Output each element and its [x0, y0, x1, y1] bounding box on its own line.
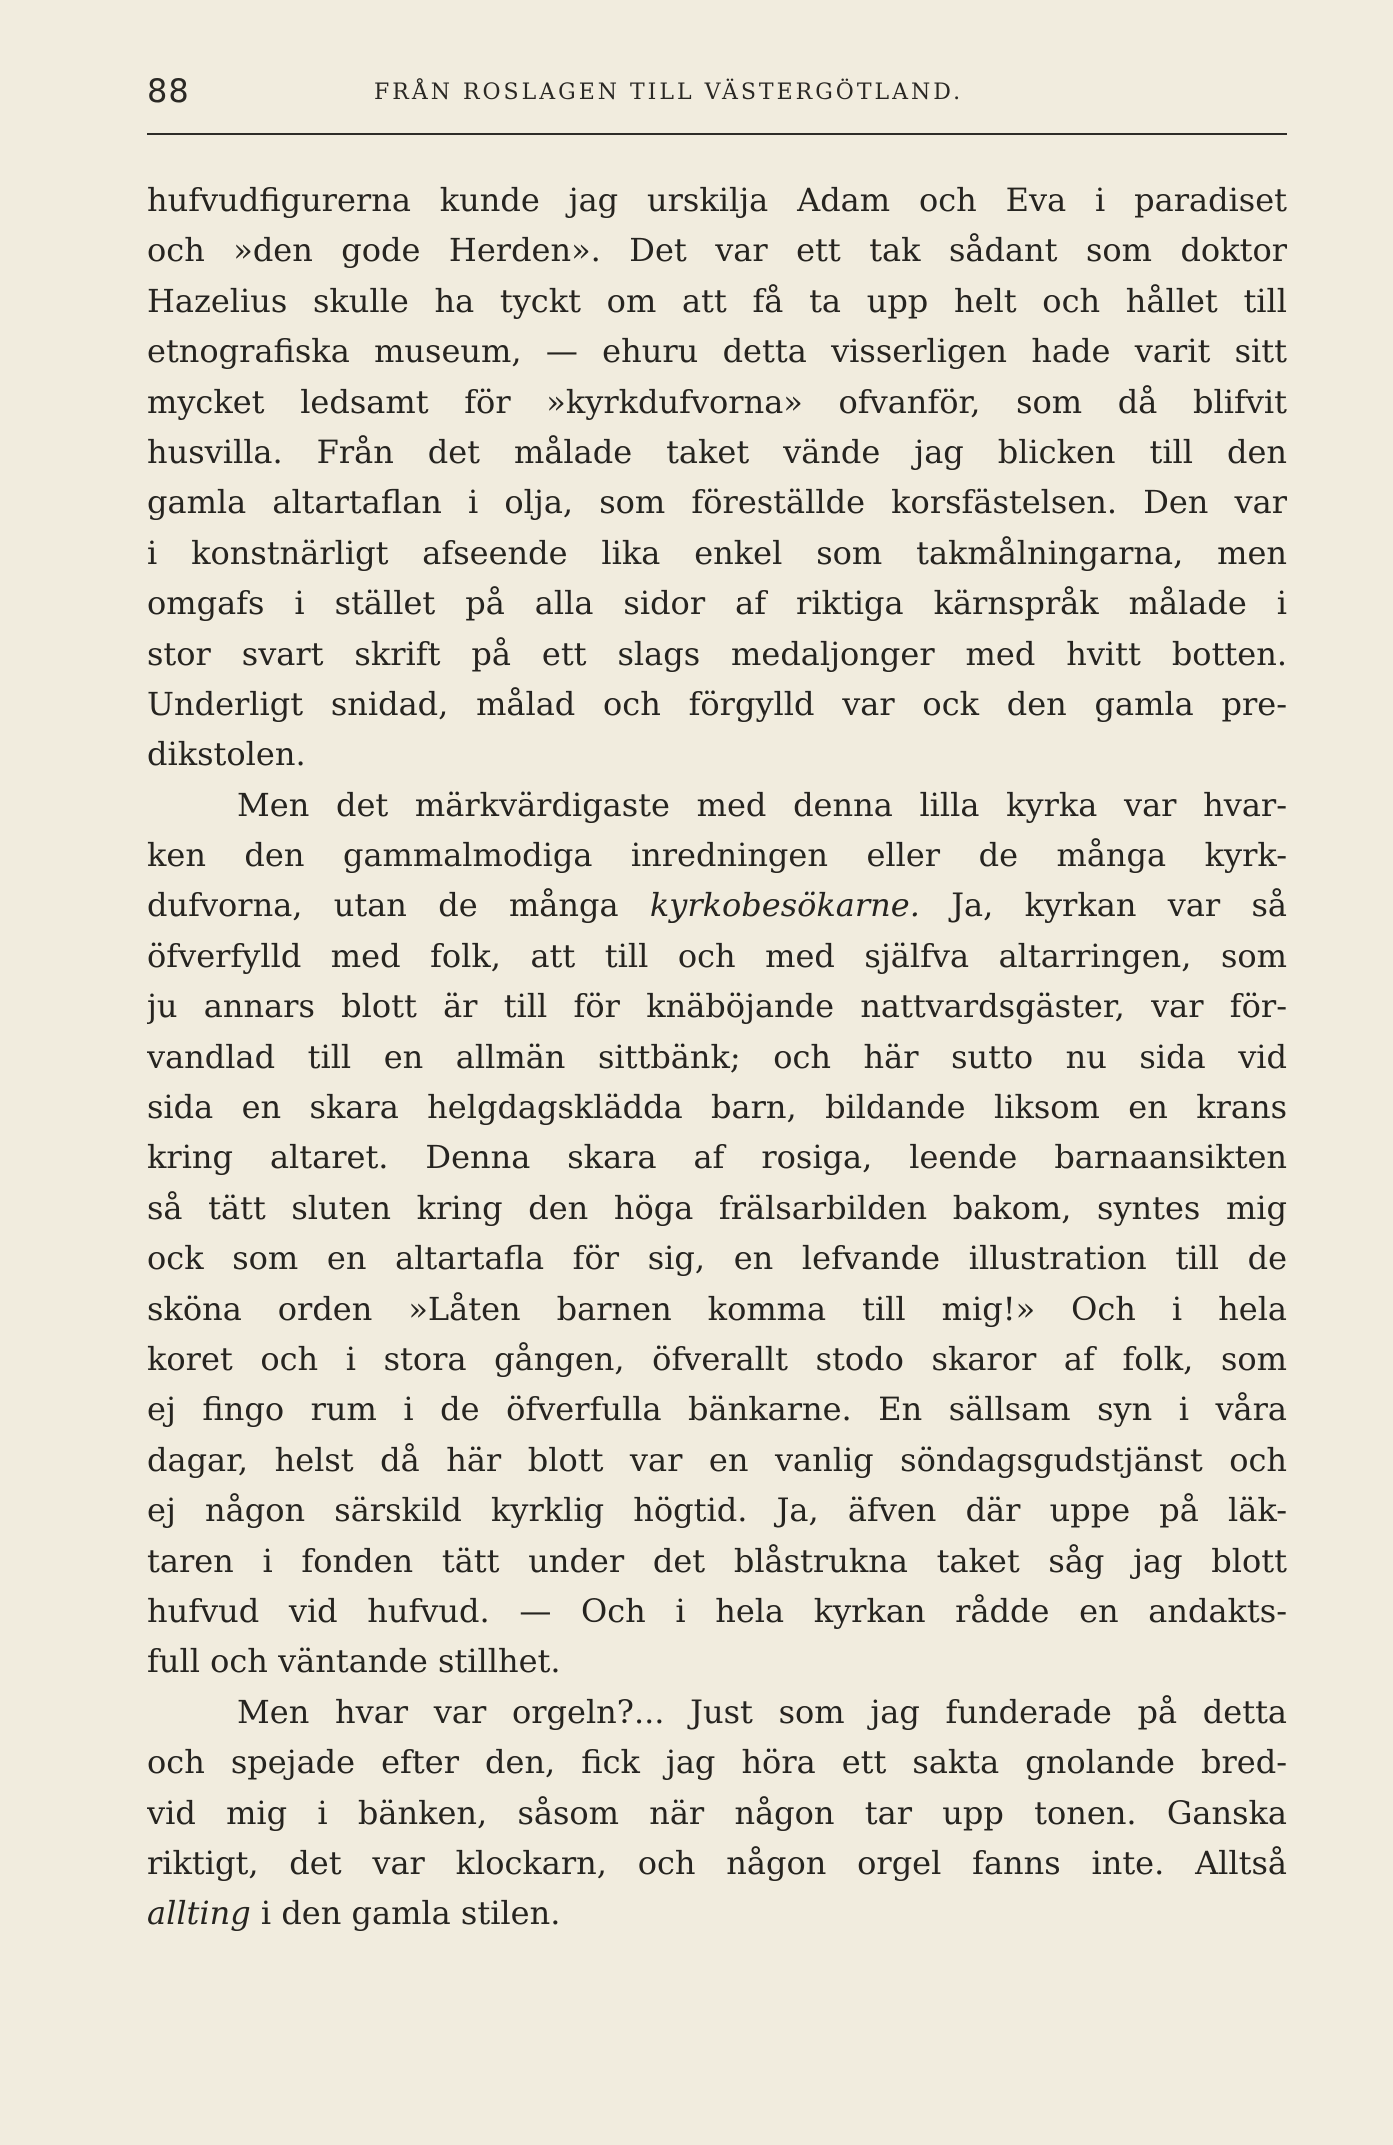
text-line: dagar, helst då här blott var en vanlig söndagsgudstjänst och — [147, 1440, 1287, 1479]
text-line: etnografiska museum, — ehuru detta visserligen hade varit sitt — [147, 332, 1287, 371]
text-segment: Ja, kyrkan var så — [919, 886, 1287, 925]
page-number: 88 — [147, 72, 190, 110]
text-line: ej någon särskild kyrklig högtid. Ja, äfven där uppe på läk- — [147, 1491, 1287, 1530]
text-line: gamla altartaflan i olja, som föreställde korsfästelsen. Den var — [147, 483, 1287, 522]
text-line: ej fingo rum i de öfverfulla bänkarne. En sällsam syn i våra — [147, 1390, 1287, 1429]
text-line: i konstnärligt afseende lika enkel som takmålningarna, men — [147, 533, 1287, 572]
text-line: så tätt sluten kring den höga frälsarbilden bakom, syntes mig — [147, 1188, 1287, 1227]
text-line: hufvud vid hufvud. — Och i hela kyrkan rådde en andakts- — [147, 1591, 1287, 1630]
text-line: stor svart skrift på ett slags medaljonger med hvitt botten. — [147, 634, 1287, 673]
text-line: koret och i stora gången, öfverallt stodo skaror af folk, som — [147, 1339, 1287, 1378]
text-line: vid mig i bänken, såsom när någon tar upp tonen. Ganska — [147, 1793, 1287, 1832]
text-line: riktigt, det var klockarn, och någon orgel fanns inte. Alltså — [147, 1843, 1287, 1882]
italic-text: allting — [147, 1894, 251, 1933]
header-rule — [147, 133, 1287, 135]
text-line: full och väntande stillhet. — [147, 1642, 561, 1681]
text-line: öfverfylld med folk, att till och med själfva altarringen, som — [147, 936, 1287, 975]
text-line: hufvudfigurerna kunde jag urskilja Adam och Eva i paradiset — [147, 181, 1287, 219]
text-line: vandlad till en allmän sittbänk; och här sutto nu sida vid — [147, 1037, 1287, 1076]
text-line: ock som en altartafla för sig, en lefvande illustration till de — [147, 1239, 1287, 1278]
text-line: ken den gammalmodiga inredningen eller de många kyrk- — [147, 836, 1287, 875]
text-line: Men hvar var orgeln?... Just som jag funderade på detta — [237, 1692, 1287, 1731]
text-line: sida en skara helgdagsklädda barn, bildande liksom en krans — [147, 1088, 1287, 1127]
page-header — [147, 72, 1287, 122]
text-segment: i den gamla stilen. — [250, 1894, 561, 1933]
text-segment: dufvorna, utan de många — [147, 886, 650, 925]
text-line: mycket ledsamt för »kyrkdufvorna» ofvanför, som då blifvit — [147, 382, 1287, 421]
text-line — [147, 1888, 1287, 1938]
italic-text: kyrkobesökarne. — [649, 886, 920, 925]
text-line: taren i fonden tätt under det blåstrukna taket såg jag blott — [147, 1541, 1287, 1580]
text-line: kring altaret. Denna skara af rosiga, leende barnaansikten — [147, 1138, 1287, 1177]
text-line — [147, 880, 1287, 930]
body-text — [147, 175, 1287, 1939]
text-line: Hazelius skulle ha tyckt om att få ta upp helt och hållet till — [147, 281, 1287, 320]
text-line: ju annars blott är till för knäböjande nattvardsgäster, var för- — [147, 987, 1287, 1026]
text-line: och »den gode Herden». Det var ett tak sådant som doktor — [147, 231, 1287, 270]
text-line: dikstolen. — [147, 735, 306, 774]
text-line: omgafs i stället på alla sidor af riktiga kärnspråk målade i — [147, 584, 1287, 623]
text-line: Men det märkvärdigaste med denna lilla kyrka var hvar- — [237, 785, 1287, 824]
text-line: Underligt snidad, målad och förgylld var ock den gamla pre- — [147, 684, 1287, 723]
text-line: och spejade efter den, fick jag höra ett sakta gnolande bred- — [147, 1743, 1287, 1782]
text-line: sköna orden »Låten barnen komma till mig!» Och i hela — [147, 1289, 1287, 1328]
running-title: FRÅN ROSLAGEN TILL VÄSTERGÖTLAND. — [374, 80, 964, 105]
text-line: husvilla. Från det målade taket vände jag blicken till den — [147, 432, 1287, 471]
